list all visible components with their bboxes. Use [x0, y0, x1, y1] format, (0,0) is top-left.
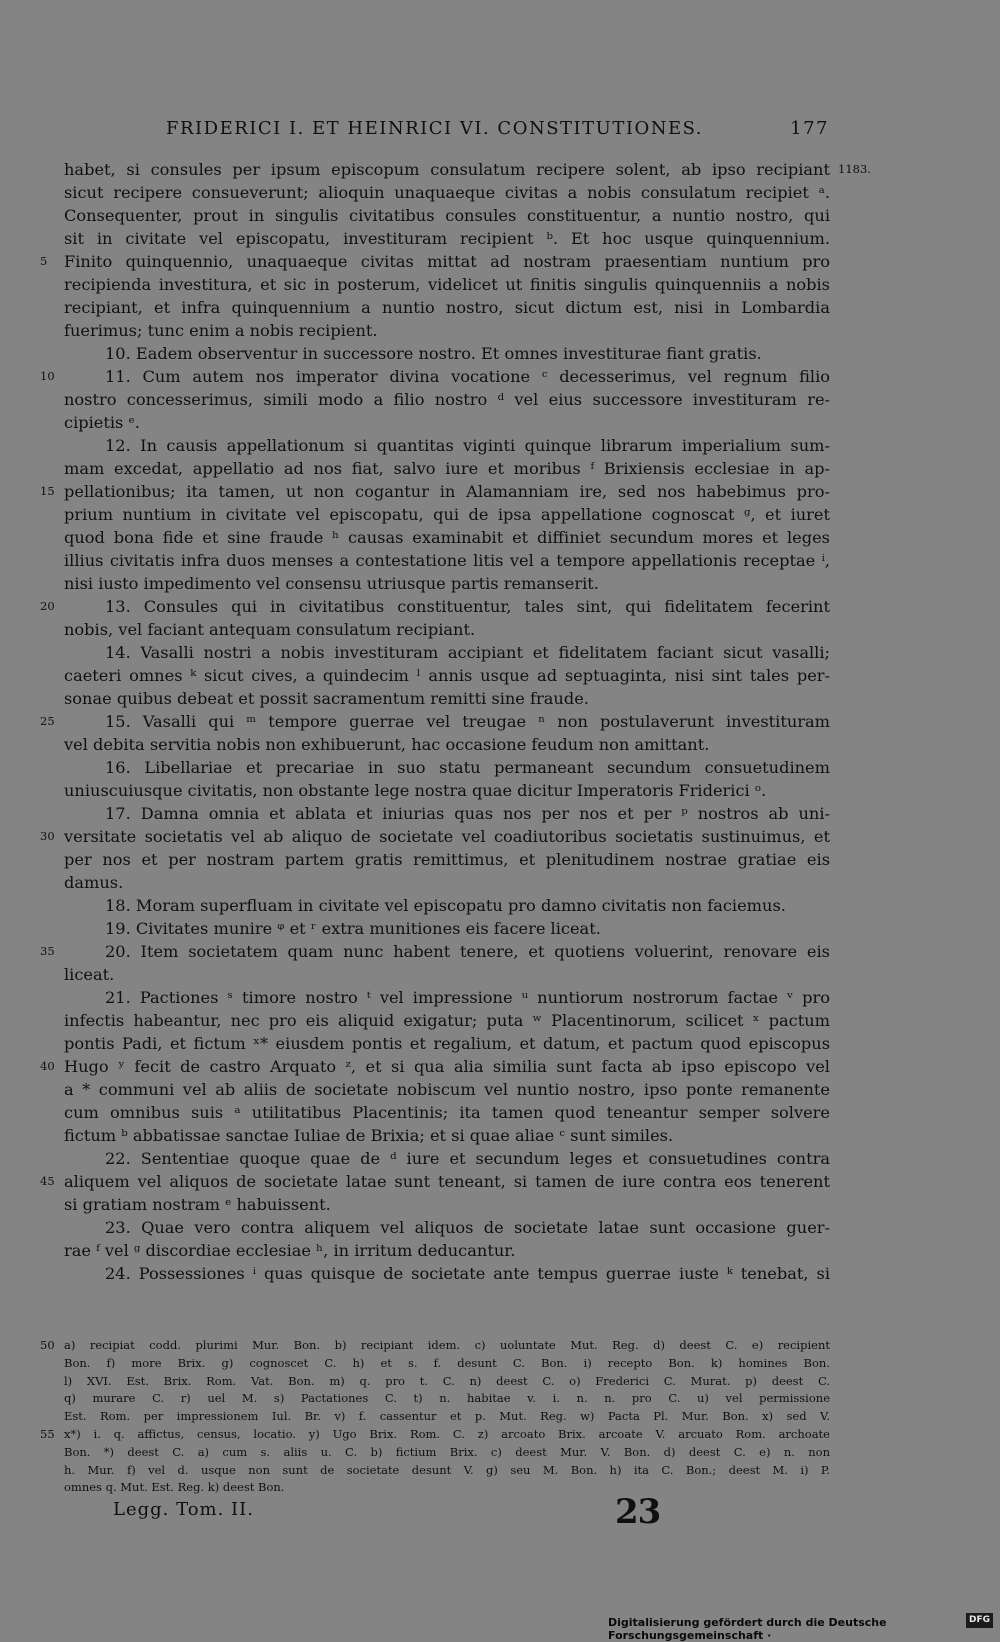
footnote-line-number: 50 [40, 1338, 55, 1352]
text-line: Consequenter, prout in singulis civitatibus consules constituentur, a nuntio nostro, qui [64, 206, 830, 225]
footnote-line-number: 55 [40, 1427, 55, 1441]
text-line: 15. Vasalli qui ᵐ tempore guerrae vel treugae ⁿ non postulaverunt investituram [105, 712, 830, 731]
footnote-line: h. Mur. f) vel d. usque non sunt de societate desunt V. g) seu M. Bon. h) ita C. Bon.; deest M. i) P. [64, 1462, 830, 1477]
text-line: sit in civitate vel episcopatu, investituram recipient ᵇ. Et hoc usque quinquennium. [64, 229, 830, 248]
text-line: sicut recipere consueverunt; alioquin unaquaeque civitas a nobis consulatum recipiet ᵃ. [64, 183, 830, 202]
text-line: a * communi vel ab aliis de societate nobiscum vel nuntio nostro, ipso ponte remanente [64, 1080, 830, 1099]
text-line: 13. Consules qui in civitatibus constituentur, tales sint, qui fidelitatem fecerint [105, 597, 830, 616]
text-line: 12. In causis appellationum si quantitas viginti quinque librarum imperialium sum- [105, 436, 830, 455]
footnote-line: Est. Rom. per impressionem Iul. Br. v) f. cassentur et p. Mut. Reg. w) Pacta Pl. Mur. Bon. x) sed V. [64, 1409, 830, 1424]
text-line: damus. [64, 873, 124, 892]
footnote-line: l) XVI. Est. Brix. Rom. Vat. Bon. m) q. pro t. C. n) deest C. o) Frederici C. Murat. p) deest C. [64, 1373, 830, 1388]
text-line: 21. Pactiones ˢ timore nostro ᵗ vel impressione ᵘ nuntiorum nostrorum factae ᵛ pro [105, 988, 830, 1007]
text-line: 16. Libellariae et precariae in suo statu permaneant secundum consuetudinem [105, 758, 830, 777]
digitization-credit: Digitalisierung gefördert durch die Deutsche Forschungsgemeinschaft · [608, 1616, 887, 1642]
text-line: Hugo ʸ fecit de castro Arquato ᶻ, et si qua alia similia sunt facta ab ipso episcopo vel [64, 1057, 830, 1076]
margin-line-number: 45 [40, 1174, 55, 1188]
margin-line-number: 10 [40, 369, 55, 383]
volume-label: Legg. Tom. II. [113, 1499, 254, 1520]
text-line: 20. Item societatem quam nunc habent tenere, et quotiens voluerint, renovare eis [105, 942, 830, 961]
margin-year: 1183. [838, 162, 871, 176]
page-number: 177 [790, 118, 829, 139]
text-line: 19. Civitates munire ᵠ et ʳ extra munitiones eis facere liceat. [105, 919, 601, 938]
margin-line-number: 5 [40, 254, 48, 268]
text-line: 22. Sententiae quoque quae de ᵈ iure et secundum leges et consuetudines contra [105, 1149, 830, 1168]
text-line: quod bona fide et sine fraude ʰ causas examinabit et diffiniet secundum mores et leges [64, 528, 830, 547]
text-line: pontis Padi, et fictum ˣ* eiusdem pontis et regalium, et datum, et pactum quod episcopus [64, 1034, 830, 1053]
footnote-line: q) murare C. r) uel M. s) Pactationes C. t) n. habitae v. i. n. n. pro C. u) vel permissione [64, 1391, 830, 1406]
footnote-line: Bon. f) more Brix. g) cognoscet C. h) et s. f. desunt C. Bon. i) recepto Bon. k) homines Bon. [64, 1355, 830, 1370]
text-line: infectis habeantur, nec pro eis aliquid exigatur; puta ʷ Placentinorum, scilicet ˣ pactum [64, 1011, 830, 1030]
footnote-line: x*) i. q. affictus, census, locatio. y) Ugo Brix. Rom. C. z) arcoato Brix. arcoate V. arcuato Rom. archoate [64, 1427, 830, 1441]
text-line: cum omnibus suis ᵃ utilitatibus Placentinis; ita tamen quod teneantur semper solvere [64, 1103, 830, 1122]
margin-line-number: 15 [40, 484, 55, 498]
text-line: versitate societatis vel ab aliquo de societate vel coadiutoribus societatis sustinuimus, et [64, 827, 830, 846]
text-line: 24. Possessiones ⁱ quas quisque de societate ante tempus guerrae iuste ᵏ tenebat, si [105, 1264, 830, 1283]
text-line: habet, si consules per ipsum episcopum consulatum recipere solent, ab ipso recipiant [64, 160, 830, 179]
text-line: fictum ᵇ abbatissae sanctae Iuliae de Brixia; et si quae aliae ᶜ sunt similes. [64, 1126, 674, 1145]
margin-line-number: 40 [40, 1059, 55, 1073]
footnote-line: omnes q. Mut. Est. Reg. k) deest Bon. [64, 1480, 285, 1495]
text-line: vel debita servitia nobis non exhibuerunt, hac occasione feudum non amittant. [64, 735, 710, 754]
text-line: 10. Eadem observentur in successore nostro. Et omnes investiturae fiant gratis. [105, 344, 762, 363]
text-line: sonae quibus debeat et possit sacramentum remitti sine fraude. [64, 689, 589, 708]
text-line: per nos et per nostram partem gratis remittimus, et plenitudinem nostrae gratiae eis [64, 850, 830, 869]
text-line: pellationibus; ita tamen, ut non cogantur in Alamanniam ire, sed nos habebimus pro- [64, 482, 830, 501]
text-line: Finito quinquennio, unaquaeque civitas mittat ad nostram praesentiam nuntium pro [64, 252, 830, 271]
text-line: si gratiam nostram ᵉ habuissent. [64, 1195, 331, 1214]
text-line: 14. Vasalli nostri a nobis investituram accipiant et fidelitatem faciant sicut vasalli; [105, 643, 830, 662]
margin-line-number: 25 [40, 714, 55, 728]
text-line: nobis, vel faciant antequam consulatum recipiant. [64, 620, 476, 639]
margin-line-number: 30 [40, 829, 55, 843]
text-line: 23. Quae vero contra aliquem vel aliquos de societate latae sunt occasione guer- [105, 1218, 830, 1237]
text-line: mam excedat, appellatio ad nos fiat, salvo iure et moribus ᶠ Brixiensis ecclesiae in ap- [64, 459, 830, 478]
text-line: cipietis ᵉ. [64, 413, 140, 432]
text-line: illius civitatis infra duos menses a contestatione litis vel a tempore appellationis receptae ⁱ, [64, 551, 830, 570]
footnote-line: a) recipiat codd. plurimi Mur. Bon. b) recipiant idem. c) uoluntate Mut. Reg. d) deest C. e) recipient [64, 1338, 830, 1352]
running-title: FRIDERICI I. ET HEINRICI VI. CONSTITUTIONES. [166, 118, 704, 139]
text-line: fuerimus; tunc enim a nobis recipient. [64, 321, 378, 340]
text-line: aliquem vel aliquos de societate latae sunt teneant, si tamen de iure contra eos tenerent [64, 1172, 830, 1191]
margin-line-number: 35 [40, 944, 55, 958]
dfg-logo: DFG [966, 1613, 993, 1628]
text-line: recipiant, et infra quinquennium a nuntio nostro, sicut dictum est, nisi in Lombardia [64, 298, 830, 317]
text-line: caeteri omnes ᵏ sicut cives, a quindecim ˡ annis usque ad septuaginta, nisi sint tales per- [64, 666, 830, 685]
signature-mark: 23 [615, 1492, 661, 1532]
text-line: 18. Moram superfluam in civitate vel episcopatu pro damno civitatis non faciemus. [105, 896, 786, 915]
footnote-line: Bon. *) deest C. a) cum s. aliis u. C. b) fictium Brix. c) deest Mur. V. Bon. d) deest C. e) n. non [64, 1444, 830, 1459]
text-line: prium nuntium in civitate vel episcopatu, qui de ipsa appellatione cognoscat ᵍ, et iuret [64, 505, 830, 524]
text-line: nostro concesserimus, simili modo a filio nostro ᵈ vel eius successore investituram re- [64, 390, 830, 409]
text-line: recipienda investitura, et sic in posterum, videlicet ut finitis singulis quinquenniis a nobis [64, 275, 830, 294]
margin-line-number: 20 [40, 599, 55, 613]
text-line: nisi iusto impedimento vel consensu utriusque partis remanserit. [64, 574, 599, 593]
text-line: 17. Damna omnia et ablata et iniurias quas nos per nos et per ᵖ nostros ab uni- [105, 804, 830, 823]
text-line: rae ᶠ vel ᵍ discordiae ecclesiae ʰ, in irritum deducantur. [64, 1241, 516, 1260]
text-line: uniuscuiusque civitatis, non obstante lege nostra quae dicitur Imperatoris Friderici ᵒ. [64, 781, 767, 800]
text-line: 11. Cum autem nos imperator divina vocatione ᶜ decesserimus, vel regnum filio [105, 367, 830, 386]
text-line: liceat. [64, 965, 115, 984]
